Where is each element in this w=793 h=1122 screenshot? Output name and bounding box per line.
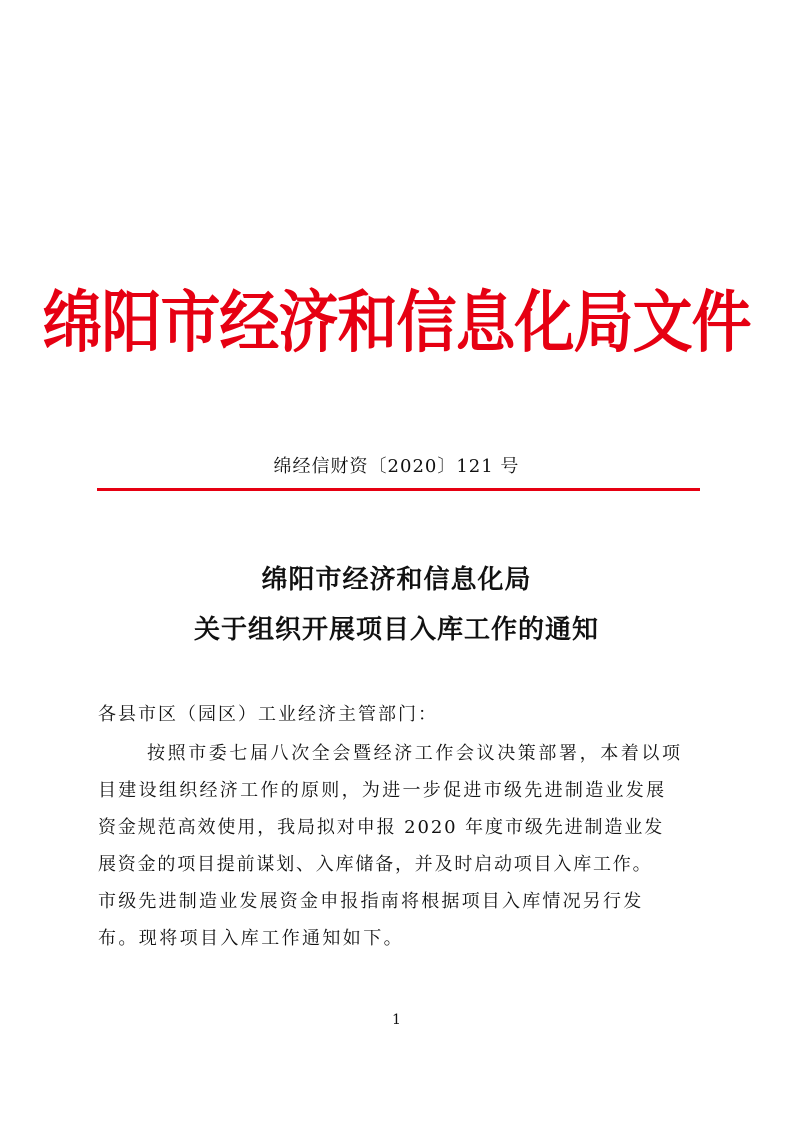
body-line: 目建设组织经济工作的原则，为进一步促进市级先进制造业发展: [98, 780, 667, 801]
body-line: 按照市委七届八次全会暨经济工作会议决策部署，本着以项: [147, 743, 683, 764]
notice-title-line-2: 关于组织开展项目入库工作的通知: [193, 615, 599, 645]
red-separator-line: [97, 488, 700, 491]
masthead-title: 绵阳市经济和信息化局文件: [42, 283, 751, 363]
body-line: 市级先进制造业发展资金申报指南将根据项目入库情况另行发: [98, 891, 644, 912]
body-line: 布。现将项目入库工作通知如下。: [98, 928, 404, 949]
document-number: 绵经信财资〔2020〕121 号: [273, 456, 520, 477]
salutation: 各县市区（园区）工业经济主管部门：: [98, 704, 438, 725]
page-number: 1: [392, 1012, 401, 1028]
body-line: 展资金的项目提前谋划、入库储备，并及时启动项目入库工作。: [98, 854, 653, 875]
body-line: 资金规范高效使用，我局拟对申报 2020 年度市级先进制造业发: [98, 817, 665, 838]
notice-title-line-1: 绵阳市经济和信息化局: [261, 565, 532, 595]
